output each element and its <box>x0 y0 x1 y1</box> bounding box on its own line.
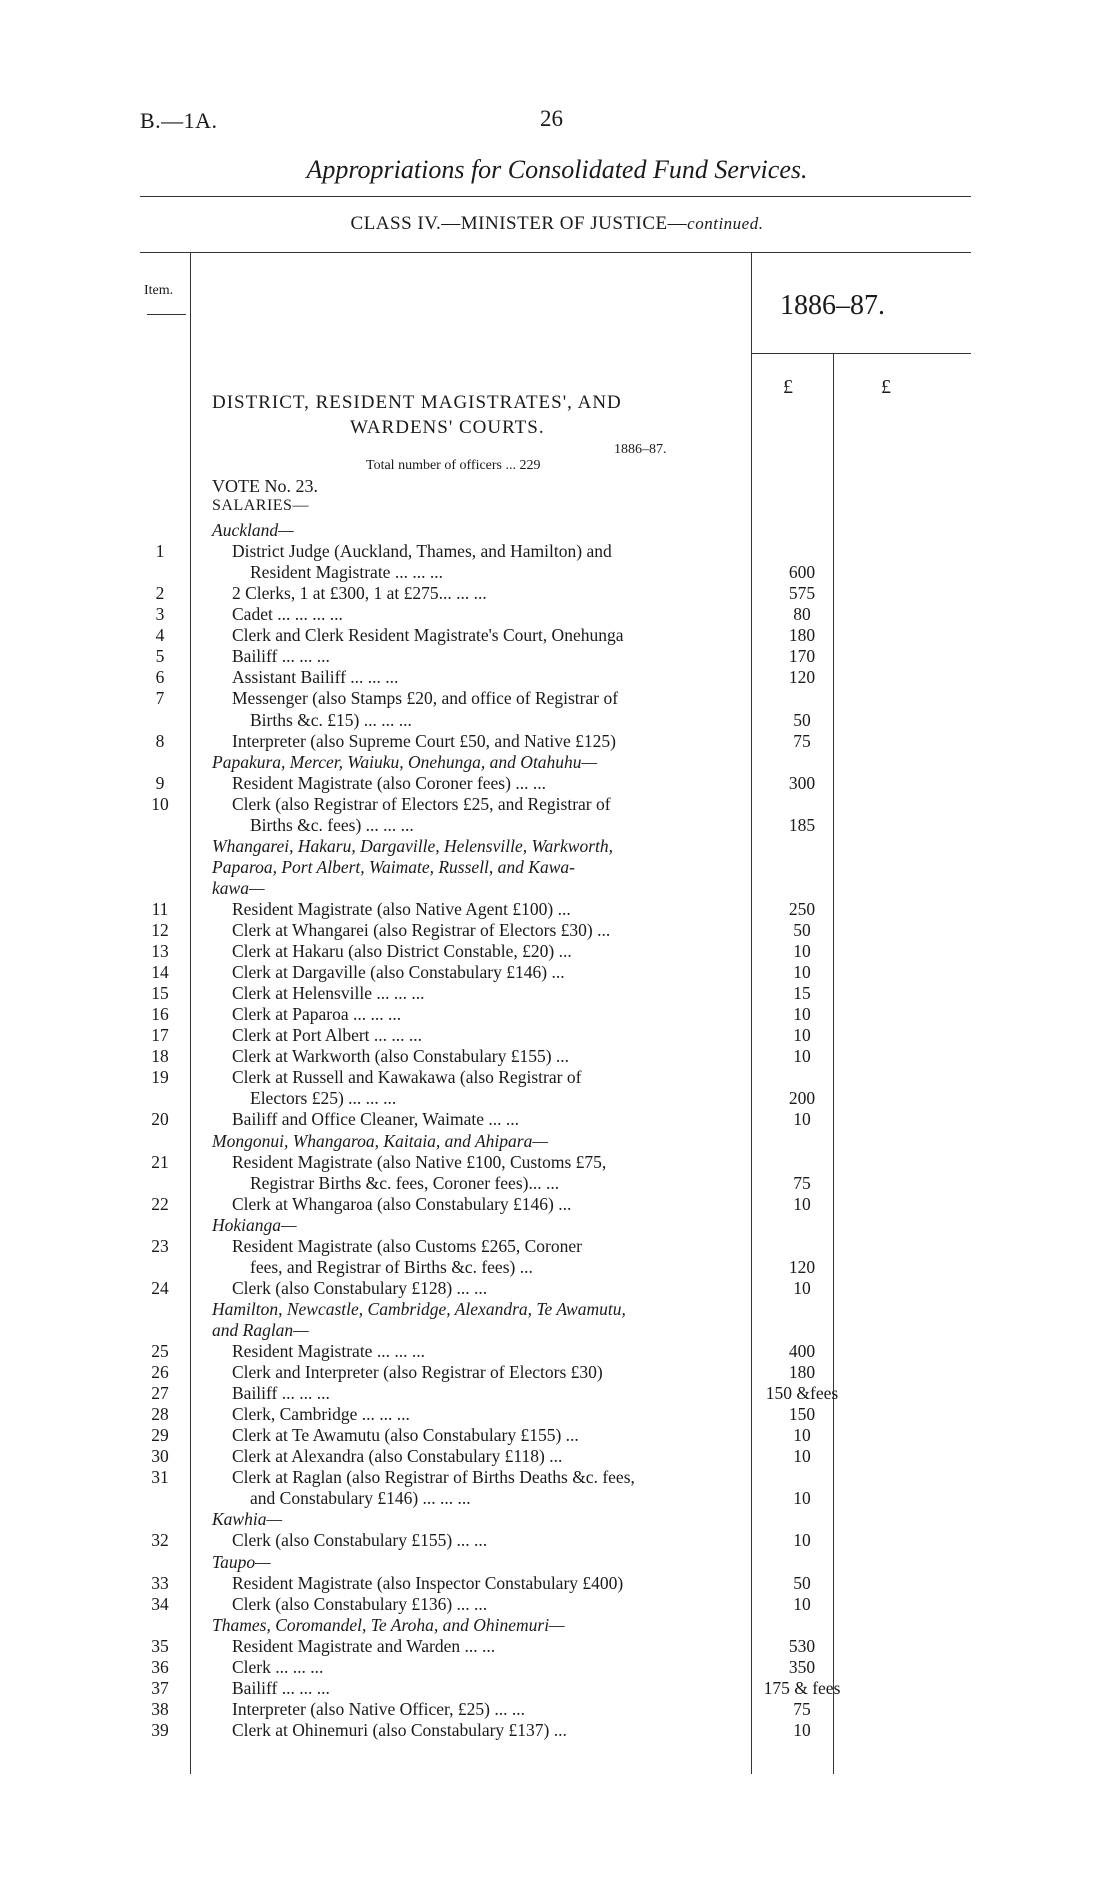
item-description: Resident Magistrate (also Customs £265, Coroner <box>232 1235 582 1256</box>
district-heading: Auckland— <box>212 520 294 540</box>
item-number: 17 <box>151 1025 169 1046</box>
officers-year: 1886–87. <box>614 442 667 457</box>
district-heading: Papakura, Mercer, Waiuku, Onehunga, and Otahuhu— <box>212 751 598 772</box>
item-description: District Judge (Auckland, Thames, and Hamilton) and <box>232 541 612 561</box>
item-description: Births &c. fees) ... ... ... <box>250 814 414 835</box>
item-description: Clerk (also Constabulary £136) ... ... <box>232 1593 488 1614</box>
table-row <box>0 962 1114 983</box>
item-description: Bailiff ... ... ... <box>232 646 330 667</box>
item-description: Clerk (also Constabulary £128) ... ... <box>232 1277 488 1298</box>
item-amount: 575 <box>788 583 816 604</box>
item-amount: 10 <box>793 1593 811 1614</box>
table-row <box>0 1636 1114 1657</box>
table-row <box>0 710 1114 731</box>
item-description: Assistant Bailiff ... ... ... <box>232 667 399 688</box>
item-amount: 170 <box>788 646 816 667</box>
item-description: Clerk at Warkworth (also Constabulary £155) ... <box>232 1046 570 1067</box>
vote-number: VOTE No. 23. <box>212 476 318 496</box>
item-description: Bailiff and Office Cleaner, Waimate ... ... <box>232 1109 520 1130</box>
item-description: Clerk at Raglan (also Registrar of Births Deaths &c. fees, <box>232 1467 635 1488</box>
class-heading-text: CLASS IV.—MINISTER OF JUSTICE— <box>350 213 688 234</box>
item-number: 39 <box>151 1719 169 1740</box>
table-row <box>0 1573 1114 1594</box>
table-row <box>0 983 1114 1004</box>
item-amount: 300 <box>788 772 816 793</box>
item-amount: 200 <box>788 1088 816 1109</box>
item-number: 5 <box>155 646 165 667</box>
year-column-header: 1886–87. <box>780 290 885 321</box>
item-description: Electors £25) ... ... ... <box>250 1088 397 1109</box>
item-number: 25 <box>151 1341 169 1361</box>
table-row <box>0 1720 1114 1741</box>
item-description: Clerk ... ... ... <box>232 1656 324 1677</box>
item-amount: 10 <box>793 1530 811 1551</box>
item-amount: 185 <box>788 814 816 835</box>
item-amount: 180 <box>788 625 816 646</box>
table-row <box>0 625 1114 646</box>
item-description: Clerk and Clerk Resident Magistrate's Court, Onehunga <box>232 625 624 646</box>
item-amount: 10 <box>793 1025 811 1046</box>
item-amount: 10 <box>793 1046 811 1067</box>
item-description: Clerk at Alexandra (also Constabulary £118) ... <box>232 1446 563 1467</box>
officers-total: Total number of officers ... 229 <box>366 458 541 473</box>
district-heading: Whangarei, Hakaru, Dargaville, Helensville, Warkworth, <box>212 835 613 856</box>
table-row <box>0 541 1114 562</box>
item-description: Clerk at Paparoa ... ... ... <box>232 1004 402 1025</box>
table-row <box>0 1067 1114 1088</box>
table-row <box>0 731 1114 752</box>
table-row <box>0 1004 1114 1025</box>
table-row <box>0 1699 1114 1720</box>
item-description: Messenger (also Stamps £20, and office of Registrar of <box>232 688 619 709</box>
item-amount: 15 <box>793 983 811 1004</box>
table-row <box>0 1446 1114 1467</box>
title-rule <box>140 196 971 197</box>
salaries-heading: SALARIES— <box>212 497 309 514</box>
item-description: Resident Magistrate ... ... ... <box>232 1341 425 1361</box>
district-heading: Hokianga— <box>212 1214 297 1235</box>
item-number: 3 <box>155 604 165 625</box>
class-heading-continued: continued. <box>687 214 764 233</box>
item-number: 31 <box>151 1467 169 1488</box>
item-number: 14 <box>151 962 169 982</box>
item-description: fees, and Registrar of Births &c. fees) ... <box>250 1256 533 1277</box>
item-number: 6 <box>155 667 165 688</box>
item-description: Clerk and Interpreter (also Registrar of Electors £30) <box>232 1362 603 1382</box>
district-heading: and Raglan— <box>212 1319 309 1340</box>
district-heading: Taupo— <box>212 1551 271 1572</box>
table-row <box>0 1552 1114 1573</box>
table-row <box>0 1509 1114 1530</box>
table-row <box>0 836 1114 857</box>
table-row <box>0 1215 1114 1236</box>
table-row <box>0 1615 1114 1636</box>
currency-symbol-amount: £ <box>783 376 793 398</box>
table-row <box>0 562 1114 583</box>
table-row <box>0 688 1114 709</box>
item-description: Resident Magistrate (also Coroner fees) ... ... <box>232 772 546 793</box>
item-number: 7 <box>155 688 165 709</box>
item-number: 32 <box>151 1530 169 1551</box>
item-description: Interpreter (also Supreme Court £50, and Native £125) <box>232 730 616 751</box>
section-title-line-1: DISTRICT, RESIDENT MAGISTRATES', AND <box>212 392 622 413</box>
item-number: 16 <box>151 1004 169 1025</box>
table-row <box>0 1046 1114 1067</box>
item-number: 34 <box>151 1593 169 1614</box>
table-row <box>0 1173 1114 1194</box>
item-description: Clerk at Whangarei (also Registrar of Electors £30) ... <box>232 920 611 940</box>
item-amount: 120 <box>788 667 816 688</box>
table-row <box>0 1467 1114 1488</box>
item-number: 15 <box>151 983 169 1004</box>
item-number: 11 <box>151 898 169 919</box>
item-description: and Constabulary £146) ... ... ... <box>250 1488 471 1509</box>
item-amount: 80 <box>793 604 811 625</box>
table-row <box>0 1530 1114 1551</box>
item-amount: 10 <box>793 1488 811 1509</box>
item-amount: 10 <box>793 1719 811 1740</box>
item-amount: 150 &fees <box>765 1383 839 1404</box>
table-row <box>0 1025 1114 1046</box>
item-description: Births &c. £15) ... ... ... <box>250 709 412 730</box>
item-description: Clerk at Hakaru (also District Constable, £20) ... <box>232 941 572 961</box>
table-row <box>0 1594 1114 1615</box>
item-number: 1 <box>155 541 165 561</box>
item-amount: 600 <box>788 562 816 583</box>
table-row <box>0 1362 1114 1383</box>
table-row <box>0 646 1114 667</box>
table-row <box>0 1109 1114 1130</box>
table-row <box>0 773 1114 794</box>
item-description: Bailiff ... ... ... <box>232 1383 330 1404</box>
item-description: Clerk at Russell and Kawakawa (also Registrar of <box>232 1067 582 1088</box>
item-description: Resident Magistrate ... ... ... <box>250 562 443 583</box>
item-description: Interpreter (also Native Officer, £25) ... ... <box>232 1698 525 1719</box>
table-row <box>0 1194 1114 1215</box>
item-amount: 75 <box>793 1698 811 1719</box>
item-number: 4 <box>155 625 165 646</box>
item-number: 33 <box>151 1572 169 1593</box>
item-amount: 180 <box>788 1362 816 1382</box>
item-amount: 120 <box>788 1256 816 1277</box>
item-amount: 350 <box>788 1656 816 1677</box>
item-description: Clerk at Dargaville (also Constabulary £146) ... <box>232 962 565 982</box>
item-description: Clerk at Port Albert ... ... ... <box>232 1025 423 1046</box>
item-description: Clerk at Whangaroa (also Constabulary £146) ... <box>232 1193 572 1214</box>
table-row <box>0 1257 1114 1278</box>
table-row <box>0 920 1114 941</box>
item-description: Resident Magistrate (also Native Agent £100) ... <box>232 898 571 919</box>
district-heading: Hamilton, Newcastle, Cambridge, Alexandra, Te Awamutu, <box>212 1298 626 1319</box>
item-description: Bailiff ... ... ... <box>232 1677 330 1698</box>
item-amount: 175 & fees <box>763 1677 841 1698</box>
item-number: 36 <box>151 1656 169 1677</box>
item-amount: 250 <box>788 898 816 919</box>
item-number: 28 <box>151 1404 169 1425</box>
item-number: 22 <box>151 1193 169 1214</box>
item-amount: 10 <box>793 1193 811 1214</box>
table-row <box>0 1383 1114 1404</box>
item-number: 12 <box>151 920 169 940</box>
page-number: 26 <box>540 106 563 131</box>
table-row <box>0 1131 1114 1152</box>
item-number: 2 <box>155 583 165 604</box>
item-number: 9 <box>155 772 165 793</box>
table-row <box>0 1657 1114 1678</box>
item-description: Cadet ... ... ... ... <box>232 604 343 625</box>
item-number: 18 <box>151 1046 169 1067</box>
item-number: 26 <box>151 1362 169 1382</box>
item-amount: 150 <box>788 1404 816 1425</box>
table-row <box>0 1425 1114 1446</box>
table-row <box>0 1488 1114 1509</box>
item-description: Clerk (also Constabulary £155) ... ... <box>232 1530 488 1551</box>
table-row <box>0 1678 1114 1699</box>
item-amount: 400 <box>788 1341 816 1361</box>
item-amount: 10 <box>793 1446 811 1467</box>
item-number: 23 <box>151 1235 169 1256</box>
item-amount: 10 <box>793 1277 811 1298</box>
item-number: 21 <box>151 1151 169 1172</box>
district-heading: Kawhia— <box>212 1509 283 1530</box>
item-number: 19 <box>151 1067 169 1088</box>
item-header-rule <box>147 314 186 315</box>
item-number: 27 <box>151 1383 169 1404</box>
item-number: 20 <box>151 1109 169 1130</box>
table-top-rule <box>140 252 971 253</box>
item-description: Clerk at Ohinemuri (also Constabulary £137) ... <box>232 1719 567 1740</box>
item-amount: 10 <box>793 962 811 982</box>
table-row <box>0 1299 1114 1320</box>
year-header-rule <box>752 353 971 354</box>
item-column-header: Item. <box>144 283 174 298</box>
item-number: 8 <box>155 730 165 751</box>
table-row <box>0 878 1114 899</box>
district-heading: Mongonui, Whangaroa, Kaitaia, and Ahipara— <box>212 1130 548 1151</box>
item-amount: 10 <box>793 1425 811 1446</box>
item-number: 29 <box>151 1425 169 1446</box>
page-title: Appropriations for Consolidated Fund Services. <box>306 155 808 184</box>
table-row <box>0 1404 1114 1425</box>
item-description: Clerk (also Registrar of Electors £25, and Registrar of <box>232 793 611 814</box>
table-row <box>0 1278 1114 1299</box>
item-number: 38 <box>151 1698 169 1719</box>
district-heading: Paparoa, Port Albert, Waimate, Russell, and Kawa- <box>212 856 575 877</box>
table-row <box>0 752 1114 773</box>
item-description: Clerk, Cambridge ... ... ... <box>232 1404 410 1425</box>
document-reference: B.—1A. <box>140 108 218 133</box>
item-amount: 10 <box>793 1004 811 1025</box>
table-row <box>0 667 1114 688</box>
table-row <box>0 583 1114 604</box>
item-description: Resident Magistrate and Warden ... ... <box>232 1635 496 1656</box>
item-amount: 50 <box>793 709 811 730</box>
item-description: Registrar Births &c. fees, Coroner fees)... ... <box>250 1172 560 1193</box>
table-row <box>0 1088 1114 1109</box>
table-row <box>0 794 1114 815</box>
item-description: Resident Magistrate (also Native £100, Customs £75, <box>232 1151 607 1172</box>
item-number: 10 <box>151 793 169 814</box>
item-amount: 10 <box>793 1109 811 1130</box>
table-row <box>0 520 1114 541</box>
item-description: Clerk at Helensville ... ... ... <box>232 983 425 1004</box>
table-row <box>0 857 1114 878</box>
item-description: 2 Clerks, 1 at £300, 1 at £275... ... ... <box>232 583 487 604</box>
table-row <box>0 604 1114 625</box>
item-number: 24 <box>151 1277 169 1298</box>
item-amount: 75 <box>793 730 811 751</box>
section-title-line-2: WARDENS' COURTS. <box>350 417 545 438</box>
item-number: 37 <box>151 1677 169 1698</box>
item-amount: 75 <box>793 1172 811 1193</box>
table-row <box>0 815 1114 836</box>
table-row <box>0 899 1114 920</box>
table-row <box>0 1341 1114 1362</box>
table-row <box>0 1152 1114 1173</box>
item-amount: 10 <box>793 941 811 961</box>
class-heading <box>0 213 1114 235</box>
item-number: 35 <box>151 1635 169 1656</box>
currency-symbol-total: £ <box>881 376 891 398</box>
item-number: 30 <box>151 1446 169 1467</box>
table-row <box>0 941 1114 962</box>
item-number: 13 <box>151 941 169 961</box>
district-heading: Thames, Coromandel, Te Aroha, and Ohinemuri— <box>212 1614 565 1635</box>
table-row <box>0 1320 1114 1341</box>
district-heading: kawa— <box>212 877 265 898</box>
item-description: Resident Magistrate (also Inspector Constabulary £400) <box>232 1572 624 1593</box>
item-description: Clerk at Te Awamutu (also Constabulary £155) ... <box>232 1425 579 1446</box>
item-amount: 50 <box>793 1572 811 1593</box>
item-amount: 50 <box>793 920 811 940</box>
table-row <box>0 1236 1114 1257</box>
section-title <box>212 390 622 440</box>
item-amount: 530 <box>788 1635 816 1656</box>
